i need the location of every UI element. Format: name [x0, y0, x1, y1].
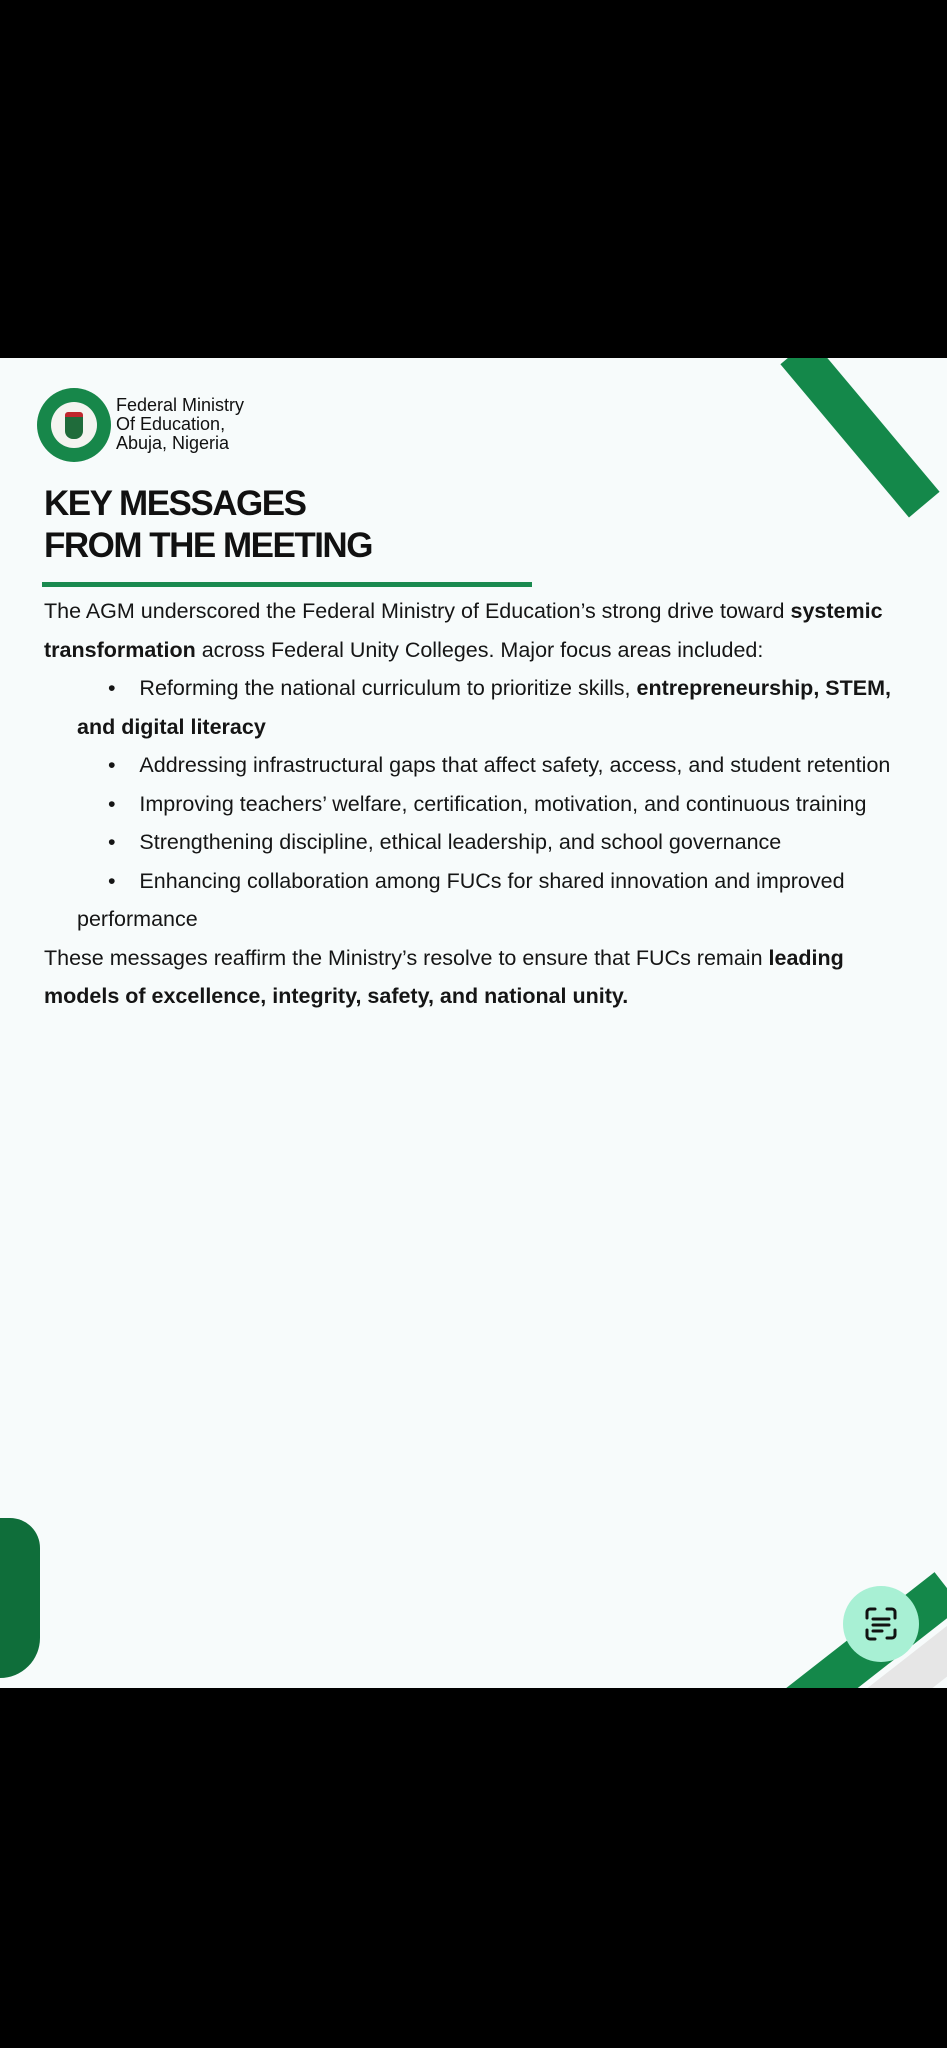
org-line: Of Education, — [116, 414, 226, 434]
title-line: KEY MESSAGES — [44, 484, 306, 523]
bold-text: entrepreneurship, STEM, and digital literacy — [77, 676, 891, 739]
text: Improving teachers’ welfare, certification, motivation, and continuous training — [139, 791, 867, 816]
text: Reforming the national curriculum to prioritize skills, — [139, 676, 637, 700]
bold-text: systemic transformation — [44, 599, 883, 662]
org-line: Abuja, Nigeria — [116, 433, 230, 453]
decorative-stripe-top — [780, 358, 939, 517]
organization-name — [116, 396, 244, 453]
focus-areas-list — [44, 669, 924, 939]
list-item: • Reforming the national curriculum to prioritize skills, entrepreneurship, STEM, and digital literacy — [77, 676, 891, 739]
closing-paragraph — [44, 939, 924, 1016]
scan-text-button[interactable] — [843, 1586, 919, 1662]
list-item: • Addressing infrastructural gaps that affect safety, access, and student retention — [108, 753, 891, 777]
title-divider — [42, 582, 532, 587]
intro-paragraph — [44, 592, 924, 669]
list-item: • Improving teachers’ welfare, certification, motivation, and continuous training — [108, 791, 867, 816]
text: These messages reaffirm the Ministry’s resolve to ensure that FUCs remain — [44, 945, 769, 970]
list-item: • Strengthening discipline, ethical leadership, and school governance — [108, 830, 782, 854]
ministry-seal-logo — [37, 388, 111, 462]
text: across Federal Unity Colleges. Major focus areas included: — [195, 637, 764, 662]
text: Strengthening discipline, ethical leadership, and school governance — [139, 830, 782, 854]
post-image — [0, 358, 947, 1688]
page-title — [44, 483, 372, 567]
text: The AGM underscored the Federal Ministry of Education’s strong drive toward — [44, 599, 791, 623]
text: Enhancing collaboration among FUCs for shared innovation and improved performance — [77, 868, 845, 931]
scan-text-icon — [861, 1604, 901, 1644]
org-line: Federal Ministry — [116, 395, 245, 415]
bold-text: leading models of excellence, integrity, safety, and national unity. — [44, 945, 844, 1008]
list-item: • Enhancing collaboration among FUCs for shared innovation and improved performance — [77, 868, 845, 931]
text: Addressing infrastructural gaps that affect safety, access, and student retention — [139, 753, 891, 777]
decorative-ribbon-left — [0, 1518, 40, 1678]
article-body — [44, 592, 924, 1016]
title-line: FROM THE MEETING — [44, 526, 372, 565]
coat-of-arms-icon — [65, 412, 83, 439]
